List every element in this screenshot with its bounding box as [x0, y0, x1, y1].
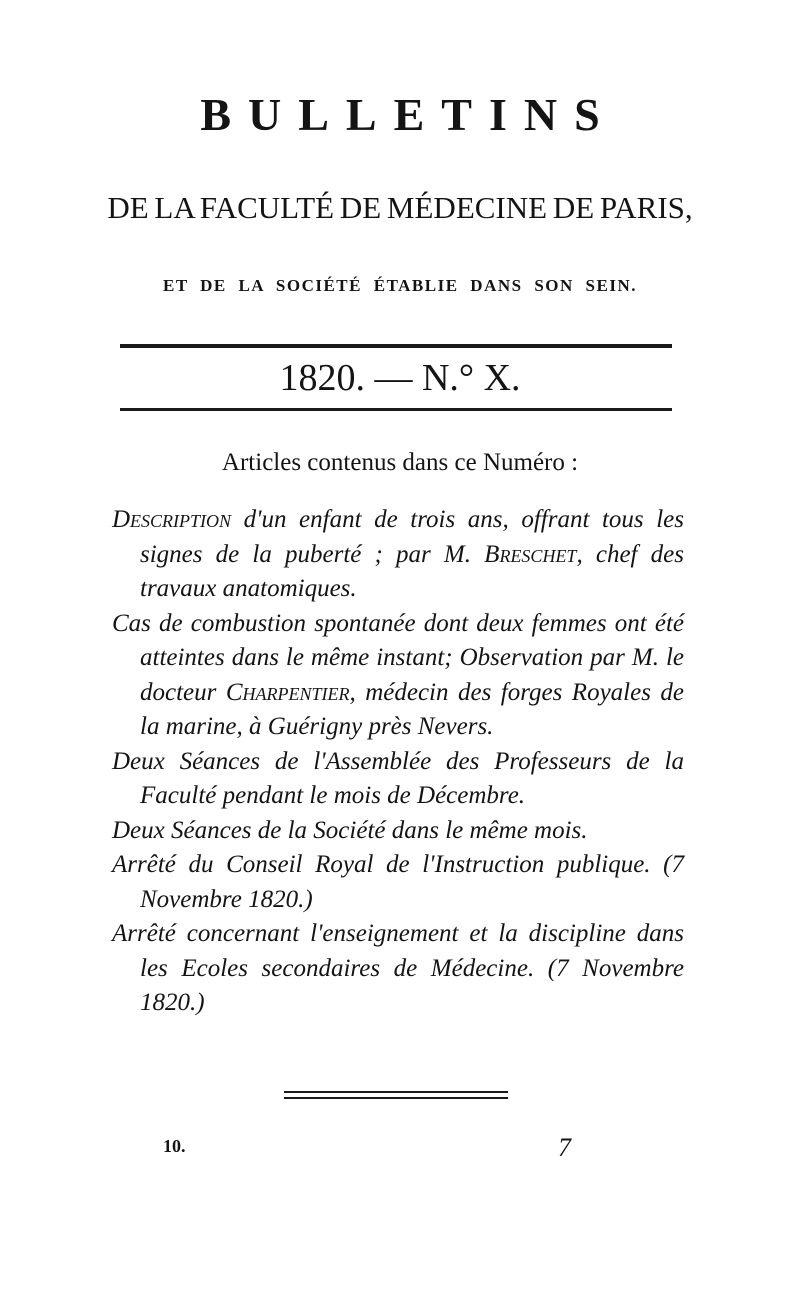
article-text: Deux Séances de l'Assemblée des Professeurs de la Faculté pendant le mois de Décembre.	[112, 747, 684, 809]
end-rule	[284, 1091, 508, 1093]
article-tail: , médecin des forges Royales de la marine, à Guérigny près Nevers.	[140, 678, 685, 740]
end-rule	[284, 1097, 508, 1099]
article-item	[112, 814, 684, 849]
article-author: Charpentier	[225, 678, 350, 706]
article-item	[112, 503, 684, 607]
page-number: 7	[558, 1133, 571, 1162]
article-list	[112, 503, 684, 1021]
signature-mark: 10.	[163, 1136, 186, 1156]
page-subtitle: DE LA FACULTÉ DE MÉDECINE DE PARIS,	[107, 190, 693, 225]
page-subtitle-secondary: ET DE LA SOCIÉTÉ ÉTABLIE DANS SON SEIN.	[162, 276, 637, 295]
article-text: Cas de combustion spontanée dont deux femmes ont été atteintes dans le même instant; Observation par M. le docteur	[112, 609, 684, 706]
article-text: Deux Séances de la Société dans le même mois.	[112, 816, 588, 844]
contents-heading: Articles contenus dans ce Numéro :	[221, 449, 579, 476]
page-title: BULLETINS	[200, 89, 617, 140]
issue-label: 1820. — N.° X.	[279, 357, 521, 399]
article-item	[112, 848, 684, 917]
article-item	[112, 745, 684, 814]
article-item	[112, 917, 684, 1021]
bottom-divider	[120, 408, 672, 411]
top-divider	[120, 344, 672, 348]
article-text: Arrêté du Conseil Royal de l'Instruction publique. (7 Novembre 1820.)	[112, 851, 684, 913]
article-author: Breschet	[484, 540, 577, 568]
article-text: Arrêté concernant l'enseignement et la discipline dans les Ecoles secondaires de Médecine. (7 Novembre 1820.)	[112, 920, 684, 1016]
article-lead: Description	[112, 506, 232, 533]
article-text: d'un enfant de trois ans, offrant tous les signes de la puberté ; par M.	[140, 506, 684, 568]
article-tail: , chef des travaux anatomiques.	[140, 540, 684, 602]
article-item	[112, 607, 684, 745]
